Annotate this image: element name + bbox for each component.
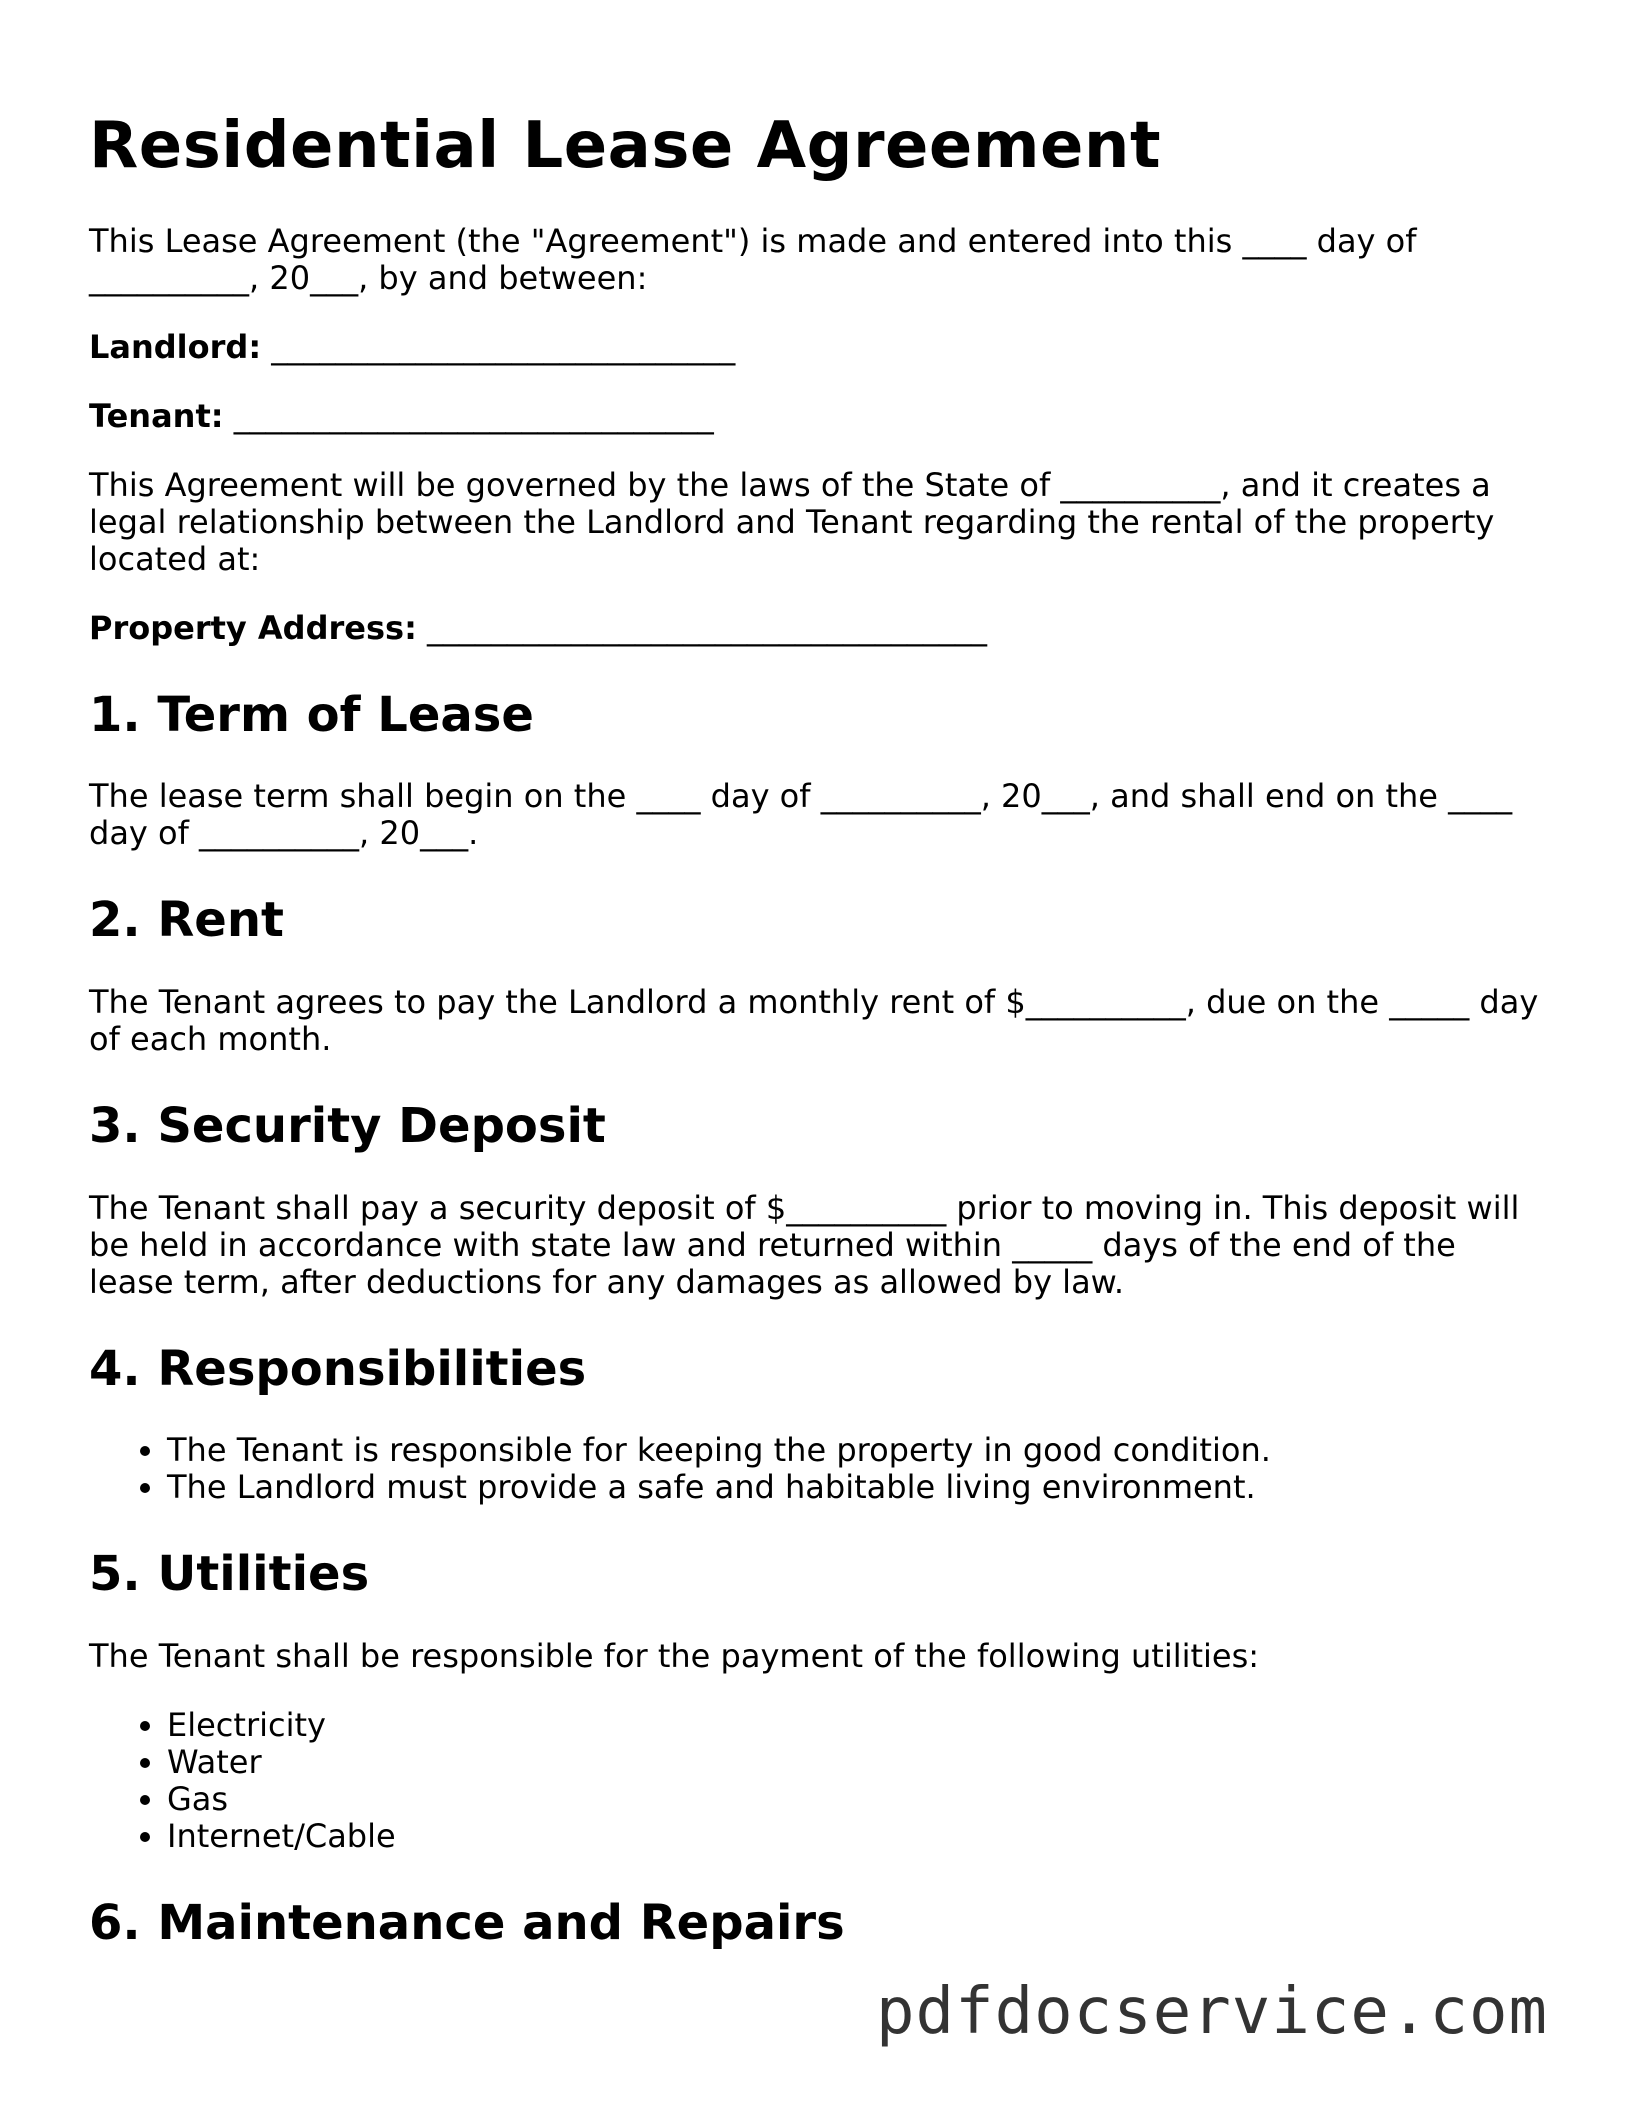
section-heading-maintenance: 6. Maintenance and Repairs [89, 1894, 845, 1951]
utilities-list [89, 1707, 1549, 1855]
landlord-blank: _____________________________ [271, 327, 736, 366]
rent-paragraph: The Tenant agrees to pay the Landlord a monthly rent of $__________, due on the _____ day of each month. [89, 982, 1539, 1058]
watermark-text: pdfdocservice.com [876, 1975, 1549, 2049]
section-heading-term: 1. Term of Lease [89, 686, 534, 743]
section-heading-utilities: 5. Utilities [89, 1546, 370, 1603]
landlord-label: Landlord: [89, 327, 262, 366]
document-page [89, 108, 1549, 1986]
tenant-label: Tenant: [89, 396, 224, 435]
term-paragraph: The lease term shall begin on the ____ day of __________, 20___, and shall end on the ____ day of __________, 20___. [89, 777, 1513, 853]
property-address-label: Property Address: [89, 608, 417, 647]
document-title: Residential Lease Agreement [89, 109, 1162, 183]
responsibilities-list [89, 1432, 1549, 1506]
list-item: • Internet/Cable [167, 1818, 1549, 1855]
tenant-field [89, 398, 1549, 435]
landlord-field [89, 329, 1549, 366]
intro-paragraph: This Lease Agreement (the "Agreement") is made and entered into this ____ day of __________, 20___, by and between: [89, 221, 1417, 297]
list-item: • Water [167, 1744, 1549, 1781]
list-item: • The Tenant is responsible for keeping the property in good condition. [167, 1432, 1549, 1469]
list-item: • Gas [167, 1781, 1549, 1818]
property-address-field [89, 610, 1549, 647]
governing-law-paragraph: This Agreement will be governed by the laws of the State of __________, and it creates a legal relationship between the Landlord and Tenant regarding the rental of the property located at: [89, 465, 1495, 578]
utilities-paragraph: The Tenant shall be responsible for the payment of the following utilities: [89, 1636, 1260, 1675]
section-heading-rent: 2. Rent [89, 892, 284, 949]
section-heading-responsibilities: 4. Responsibilities [89, 1340, 587, 1397]
tenant-blank: ______________________________ [233, 396, 714, 435]
property-address-blank: ___________________________________ [427, 608, 988, 647]
list-item: • Electricity [167, 1707, 1549, 1744]
security-deposit-paragraph: The Tenant shall pay a security deposit of $__________ prior to moving in. This deposit will be held in accordance with state law and returned within _____ days of the end of the lease term, after deductions for any damages as allowed by law. [89, 1188, 1520, 1301]
list-item: • The Landlord must provide a safe and habitable living environment. [167, 1469, 1549, 1506]
section-heading-security-deposit: 3. Security Deposit [89, 1097, 606, 1154]
